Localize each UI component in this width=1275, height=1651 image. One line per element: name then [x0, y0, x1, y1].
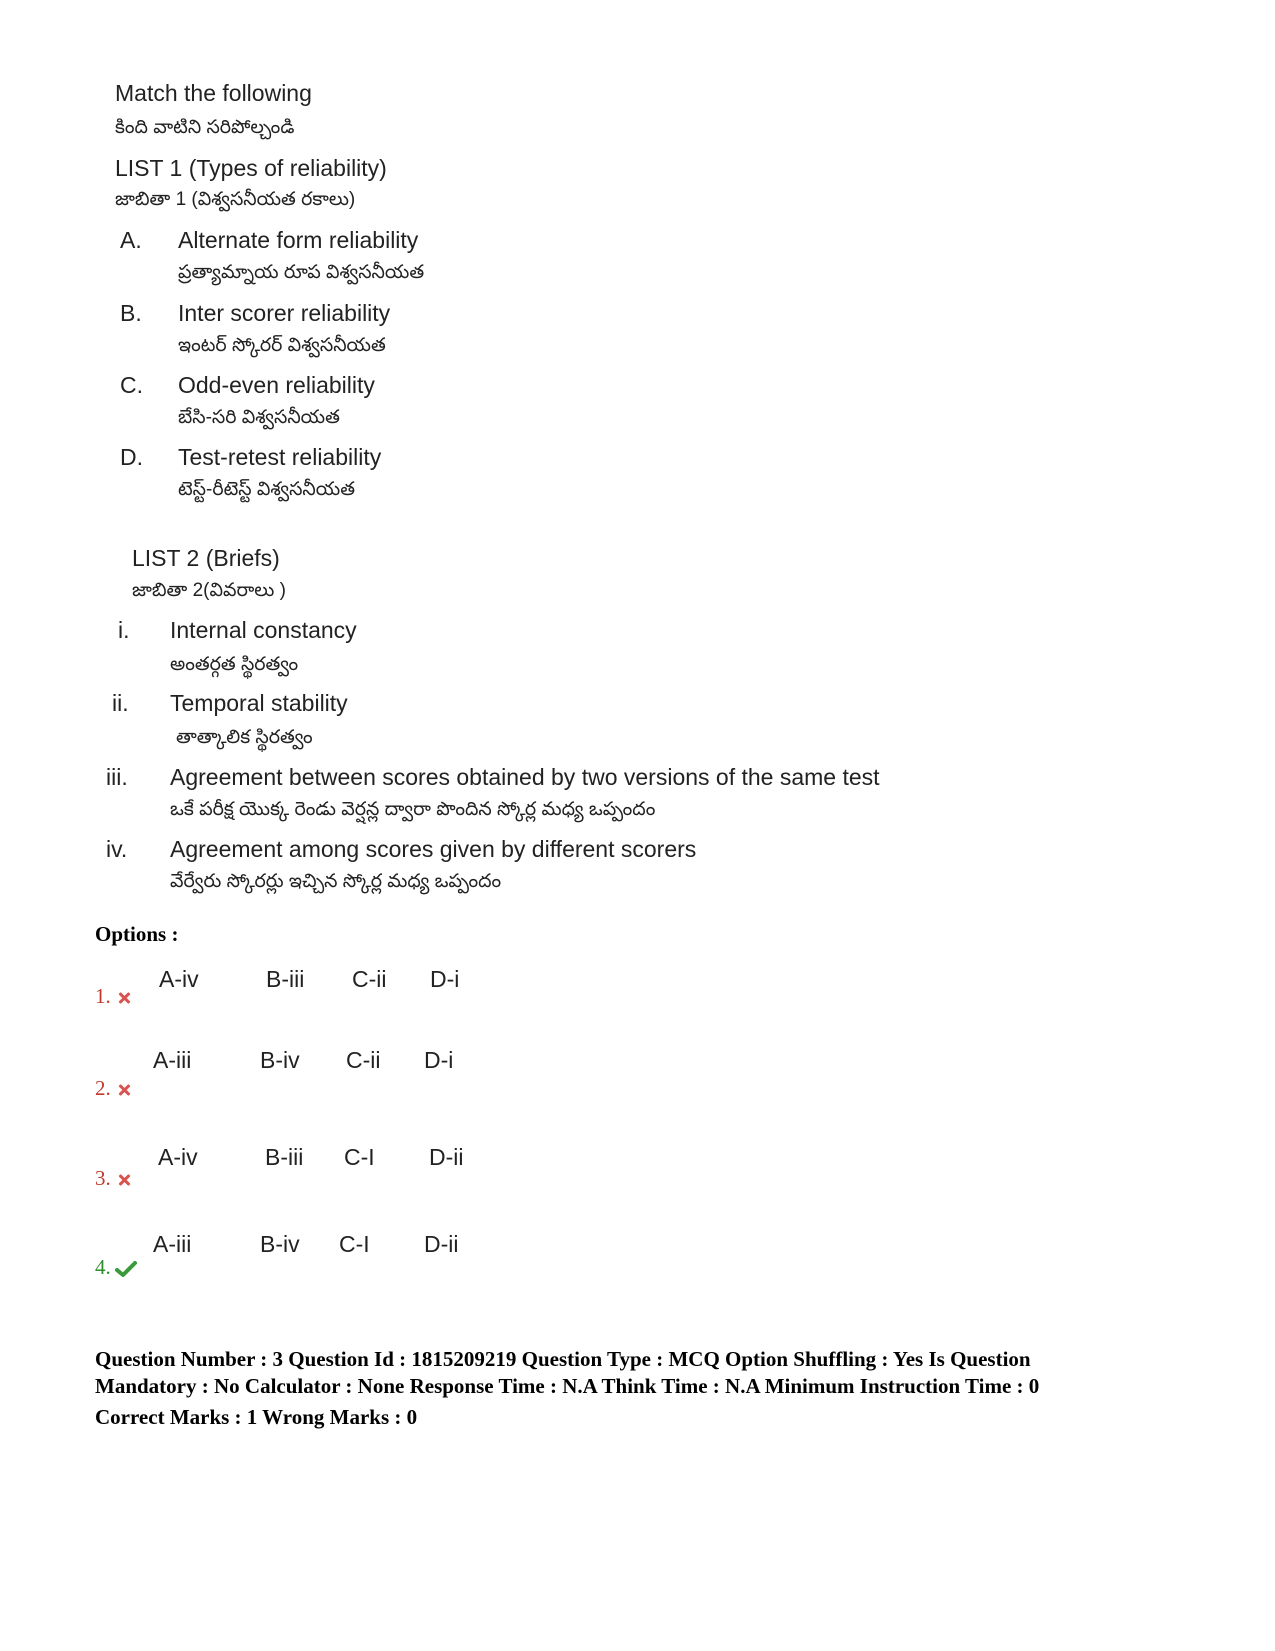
list1-item-key: B. — [120, 300, 142, 326]
list1-item-telugu: ఇంటర్ స్కోరర్ విశ్వసనీయత — [178, 335, 386, 356]
option-cell: B-iii — [265, 1144, 304, 1170]
option-number-label: 3. — [95, 1166, 111, 1190]
list1-item-telugu: బేసి-సరి విశ్వసనీయత — [178, 407, 340, 428]
option-cell: C-ii — [346, 1047, 381, 1073]
options-label: Options : — [95, 922, 179, 946]
option-cell: C-I — [344, 1144, 375, 1170]
question-title: Match the following — [115, 80, 312, 106]
list2-item-telugu: తాత్కాలిక స్థిరత్వం — [176, 727, 313, 748]
option-cell: B-iii — [266, 966, 305, 992]
question-meta-line: Correct Marks : 1 Wrong Marks : 0 — [95, 1405, 418, 1429]
list1-item-telugu: టెస్ట్-రీటెస్ట్ విశ్వసనీయత — [178, 479, 355, 500]
list2-item-key: i. — [118, 617, 130, 643]
list1-item-key: C. — [120, 372, 143, 398]
wrong-icon — [117, 991, 131, 1005]
wrong-icon — [117, 1083, 131, 1097]
list2-item-text: Agreement between scores obtained by two versions of the same test — [170, 764, 880, 790]
option-cell: C-I — [339, 1231, 370, 1257]
list2-heading-telugu: జాబితా 2(వివరాలు ) — [132, 580, 286, 601]
list2-item-text: Agreement among scores given by different scorers — [170, 836, 697, 862]
list1-item-text: Inter scorer reliability — [178, 300, 391, 326]
option-number — [95, 984, 131, 1009]
option-number — [95, 1166, 131, 1191]
option-cell: A-iii — [153, 1231, 192, 1257]
option-number — [95, 1255, 137, 1280]
list2-item-text: Temporal stability — [170, 690, 348, 716]
question-meta — [95, 1346, 1215, 1431]
list1-heading-telugu: జాబితా 1 (విశ్వసనీయత రకాలు) — [115, 189, 356, 210]
list2-item-key: iii. — [106, 764, 128, 790]
list1-item-telugu: ప్రత్యామ్నాయ రూప విశ్వసనీయత — [178, 262, 425, 283]
list2-item-telugu: వేర్వేరు స్కోరర్లు ఇచ్చిన స్కోర్ల మధ్య ఒప్పందం — [170, 871, 502, 892]
option-cell: A-iv — [158, 1144, 198, 1170]
question-title-telugu: కింది వాటిని సరిపోల్చండి — [115, 117, 295, 138]
question-meta-line: Question Number : 3 Question Id : 1815209219 Question Type : MCQ Option Shuffling : Yes Is Question — [95, 1347, 1031, 1371]
list1-heading: LIST 1 (Types of reliability) — [115, 155, 387, 181]
list2-item-telugu: అంతర్గత స్థిరత్వం — [170, 654, 299, 675]
list1-item-key: D. — [120, 444, 143, 470]
list1-item-text: Alternate form reliability — [178, 227, 419, 253]
option-cell: C-ii — [352, 966, 387, 992]
option-cell: B-iv — [260, 1231, 300, 1257]
list1-item-text: Test-retest reliability — [178, 444, 382, 470]
list1-item-text: Odd-even reliability — [178, 372, 375, 398]
option-number — [95, 1076, 131, 1101]
option-cell: D-i — [424, 1047, 454, 1073]
wrong-icon — [117, 1173, 131, 1187]
option-cell: A-iv — [159, 966, 199, 992]
list2-item-text: Internal constancy — [170, 617, 357, 643]
option-cell: D-ii — [429, 1144, 464, 1170]
option-number-label: 4. — [95, 1255, 111, 1279]
list2-item-telugu: ఒకే పరీక్ష యొక్క రెండు వెర్షన్ల ద్వారా పొందిన స్కోర్ల మధ్య ఒప్పందం — [170, 799, 656, 820]
question-meta-line: Mandatory : No Calculator : None Response Time : N.A Think Time : N.A Minimum Instruction Time : 0 — [95, 1374, 1040, 1398]
list1-item-key: A. — [120, 227, 142, 253]
option-cell: B-iv — [260, 1047, 300, 1073]
list2-item-key: iv. — [106, 836, 128, 862]
option-number-label: 2. — [95, 1076, 111, 1100]
option-cell: D-i — [430, 966, 460, 992]
option-cell: A-iii — [153, 1047, 192, 1073]
option-cell: D-ii — [424, 1231, 459, 1257]
list2-item-key: ii. — [112, 690, 129, 716]
check-icon — [115, 1260, 137, 1278]
option-number-label: 1. — [95, 984, 111, 1008]
list2-heading: LIST 2 (Briefs) — [132, 545, 280, 571]
